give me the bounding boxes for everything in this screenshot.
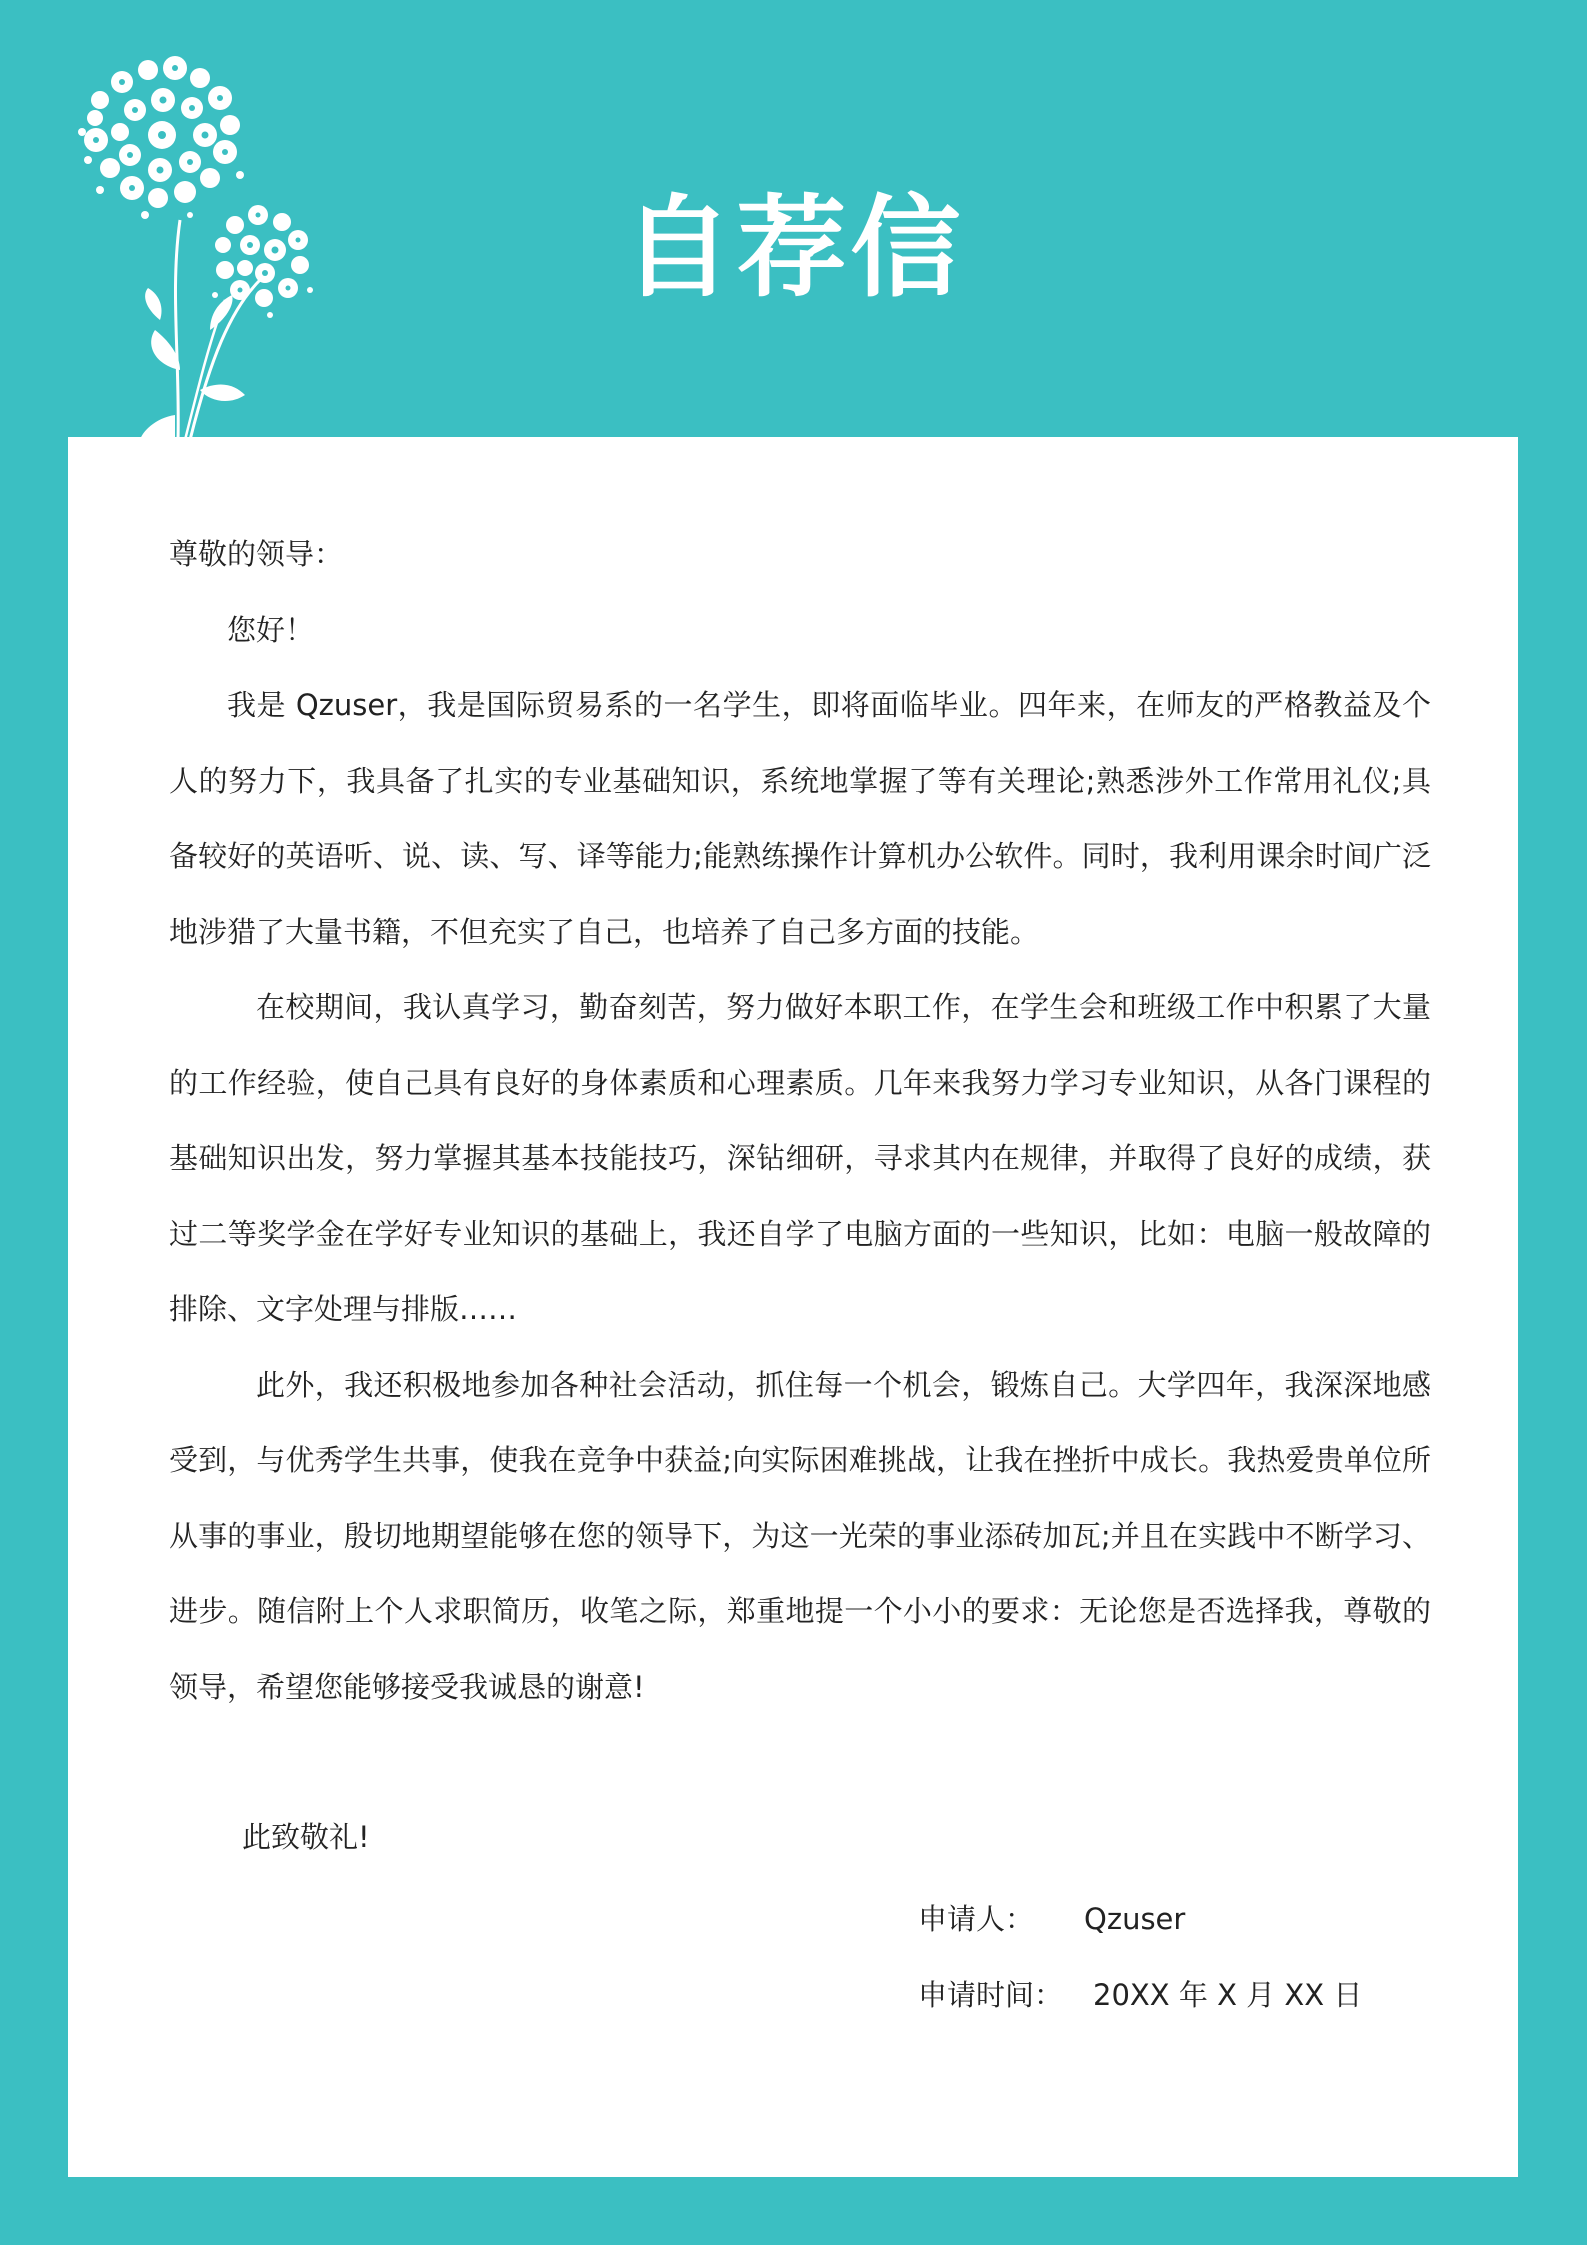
page-title: 自荐信 xyxy=(622,184,965,312)
applicant-label: 申请人： xyxy=(918,1902,1035,1936)
letter-closing: 此致敬礼! xyxy=(242,1820,370,1854)
letter-body xyxy=(169,517,1431,1876)
letter-paper xyxy=(68,437,1518,2177)
letter-paragraph-1: 我是 Qzuser，我是国际贸易系的一名学生，即将面临毕业。四年来，在师友的严格教益及个人的努力下，我具备了扎实的专业基础知识，系统地掌握了等有关理论;熟悉涉外工作常用礼仪;具备较好的英语听、说、读、写、译等能力;能熟练操作计算机办公软件。同时，我利用课余时间广泛地涉猎了大量书籍，不但充实了自己，也培养了自己多方面的技能。 xyxy=(169,688,1431,949)
signature-block xyxy=(918,1882,1362,2033)
letter-salutation: 尊敬的领导： xyxy=(169,537,344,571)
letter-paragraph-2: 在校期间，我认真学习，勤奋刻苦，努力做好本职工作，在学生会和班级工作中积累了大量的工作经验，使自己具有良好的身体素质和心理素质。几年来我努力学习专业知识，从各门课程的基础知识出发，努力掌握其基本技能技巧，深钻细研，寻求其内在规律，并取得了良好的成绩，获过二等奖学金在学好专业知识的基础上，我还自学了电脑方面的一些知识，比如：电脑一般故障的排除、文字处理与排版…… xyxy=(169,990,1431,1326)
letter-greeting: 您好！ xyxy=(227,612,315,647)
date-label: 申请时间： xyxy=(918,1977,1064,2012)
letter-paragraph-3: 此外，我还积极地参加各种社会活动，抓住每一个机会，锻炼自己。大学四年，我深深地感受到，与优秀学生共事，使我在竞争中获益;向实际困难挑战，让我在挫折中成长。我热爱贵单位所从事的事业，殷切地期望能够在您的领导下，为这一光荣的事业添砖加瓦;并且在实践中不断学习、进步。随信附上个人求职简历，收笔之际，郑重地提一个小小的要求：无论您是否选择我，尊敬的领导，希望您能够接受我诚恳的谢意! xyxy=(169,1367,1431,1704)
applicant-name: Qzuser xyxy=(1084,1902,1186,1936)
applicant-row xyxy=(918,1882,1362,1958)
date-row xyxy=(918,1958,1362,2034)
date-value: 20XX 年 X 月 XX 日 xyxy=(1093,1977,1363,2012)
